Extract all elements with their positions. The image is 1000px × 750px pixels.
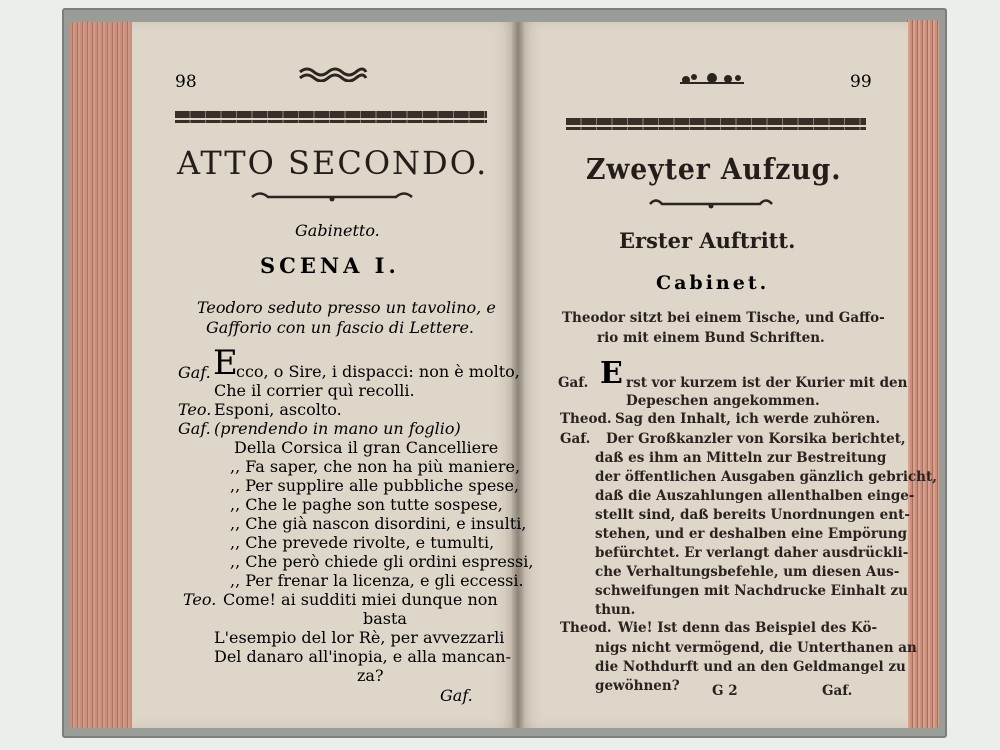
dialogue-line: gewöhnen? xyxy=(595,678,680,694)
left-header-rule-thin xyxy=(175,120,487,123)
act-title-german: Zweyter Aufzug. xyxy=(586,152,842,186)
catchword: Gaf. xyxy=(440,686,473,705)
dialogue-line: Sag den Inhalt, ich werde zuhören. xyxy=(615,411,881,427)
dialogue-line: Esponi, ascolto. xyxy=(214,400,342,419)
stage-direction-line-1: Theodor sitzt bei einem Tische, und Gaffo- xyxy=(562,310,885,326)
dialogue-line: befürchtet. Er verlangt daher ausdrückli- xyxy=(595,545,909,561)
wave-ornament-icon xyxy=(298,66,368,82)
dialogue-line: Wie! Ist denn das Beispiel des Kö- xyxy=(618,620,878,636)
stage-direction-line-1: Teodoro seduto presso un tavolino, e xyxy=(197,298,496,317)
speaker-label: Gaf. xyxy=(178,363,211,382)
dialogue-line: daß es ihm an Mitteln zur Bestreitung xyxy=(595,450,887,466)
act-title-italian: ATTO SECONDO. xyxy=(177,144,489,182)
scene-title-italian: SCENA I. xyxy=(260,253,400,278)
drop-cap: E xyxy=(600,356,623,391)
dialogue-line: L'esempio del lor Rè, per avvezzarli xyxy=(214,628,505,647)
dialogue-line: ,, Per supplire alle pubbliche spese, xyxy=(230,476,520,495)
dialogue-line: ,, Che le paghe son tutte sospese, xyxy=(230,495,503,514)
left-page-number: 98 xyxy=(175,72,197,92)
scene-title-german: Erster Auftritt. xyxy=(619,228,796,253)
right-page-number: 99 xyxy=(850,72,872,92)
dialogue-line: ,, Per frenar la licenza, e gli eccessi. xyxy=(230,571,524,590)
dialogue-line: cco, o Sire, i dispacci: non è molto, xyxy=(236,362,520,381)
dialogue-line: thun. xyxy=(595,602,636,618)
speaker-label: Teo. xyxy=(178,400,212,419)
dialogue-line: Depeschen angekommen. xyxy=(626,393,820,409)
speaker-label: Gaf. xyxy=(558,375,589,391)
right-title-flourish xyxy=(648,197,774,211)
dialogue-line: daß die Auszahlungen allenthalben einge- xyxy=(595,488,915,504)
dialogue-line: Che il corrier quì recolli. xyxy=(214,381,415,400)
signature-mark: G 2 xyxy=(712,683,738,699)
dialogue-line: basta xyxy=(363,609,407,628)
dialogue-line: die Nothdurft und an den Geldmangel zu xyxy=(595,659,906,675)
dialogue-line: der öffentlichen Ausgaben gänzlich gebricht, xyxy=(595,469,937,485)
dialogue-line: rst vor kurzem ist der Kurier mit den xyxy=(626,375,908,391)
dialogue-line: ,, Che però chiede gli ordini espressi, xyxy=(230,552,534,571)
catchword: Gaf. xyxy=(822,683,853,699)
speaker-label: Teo. xyxy=(183,590,217,609)
speaker-label: Theod. xyxy=(560,620,612,636)
dialogue-line: che Verhaltungsbefehle, um diesen Aus- xyxy=(595,564,900,580)
left-title-flourish xyxy=(250,190,414,204)
dialogue-line: stehen, und er deshalben eine Empörung xyxy=(595,526,908,542)
drop-cap: E xyxy=(213,343,238,383)
dialogue-line: ,, Fa saper, che non ha più maniere, xyxy=(230,457,521,476)
dialogue-line: Come! ai sudditi miei dunque non xyxy=(223,590,498,609)
dialogue-line: nigs nicht vermögend, die Unterthanen an xyxy=(595,640,917,656)
dialogue-line: za? xyxy=(357,666,384,685)
left-page-edges xyxy=(70,22,136,728)
right-page-edges xyxy=(905,20,939,728)
dialogue-line: Der Großkanzler von Korsika berichtet, xyxy=(606,431,906,447)
floral-ornament-icon xyxy=(676,70,748,90)
left-header-rule xyxy=(175,111,487,118)
right-header-rule xyxy=(566,118,866,125)
right-header-rule-thin xyxy=(566,127,866,130)
dialogue-line: Della Corsica il gran Cancelliere xyxy=(234,438,499,457)
dialogue-line: stellt sind, daß bereits Unordnungen ent- xyxy=(595,507,910,523)
dialogue-line: ,, Che prevede rivolte, e tumulti, xyxy=(230,533,495,552)
speaker-label: Gaf. xyxy=(178,419,211,438)
setting-german: Cabinet. xyxy=(656,272,770,294)
dialogue-line: Del danaro all'inopia, e alla mancan- xyxy=(214,647,511,666)
dialogue-line: (prendendo in mano un foglio) xyxy=(214,419,461,438)
dialogue-line: ,, Che già nascon disordini, e insulti, xyxy=(230,514,527,533)
speaker-label: Gaf. xyxy=(560,431,591,447)
setting-italian: Gabinetto. xyxy=(295,221,380,240)
stage-direction-line-2: Gafforio con un fascio di Lettere. xyxy=(206,318,474,337)
dialogue-line: schweifungen mit Nachdrucke Einhalt zu xyxy=(595,583,908,599)
stage-direction-line-2: rio mit einem Bund Schriften. xyxy=(597,330,825,346)
speaker-label: Theod. xyxy=(560,411,612,427)
